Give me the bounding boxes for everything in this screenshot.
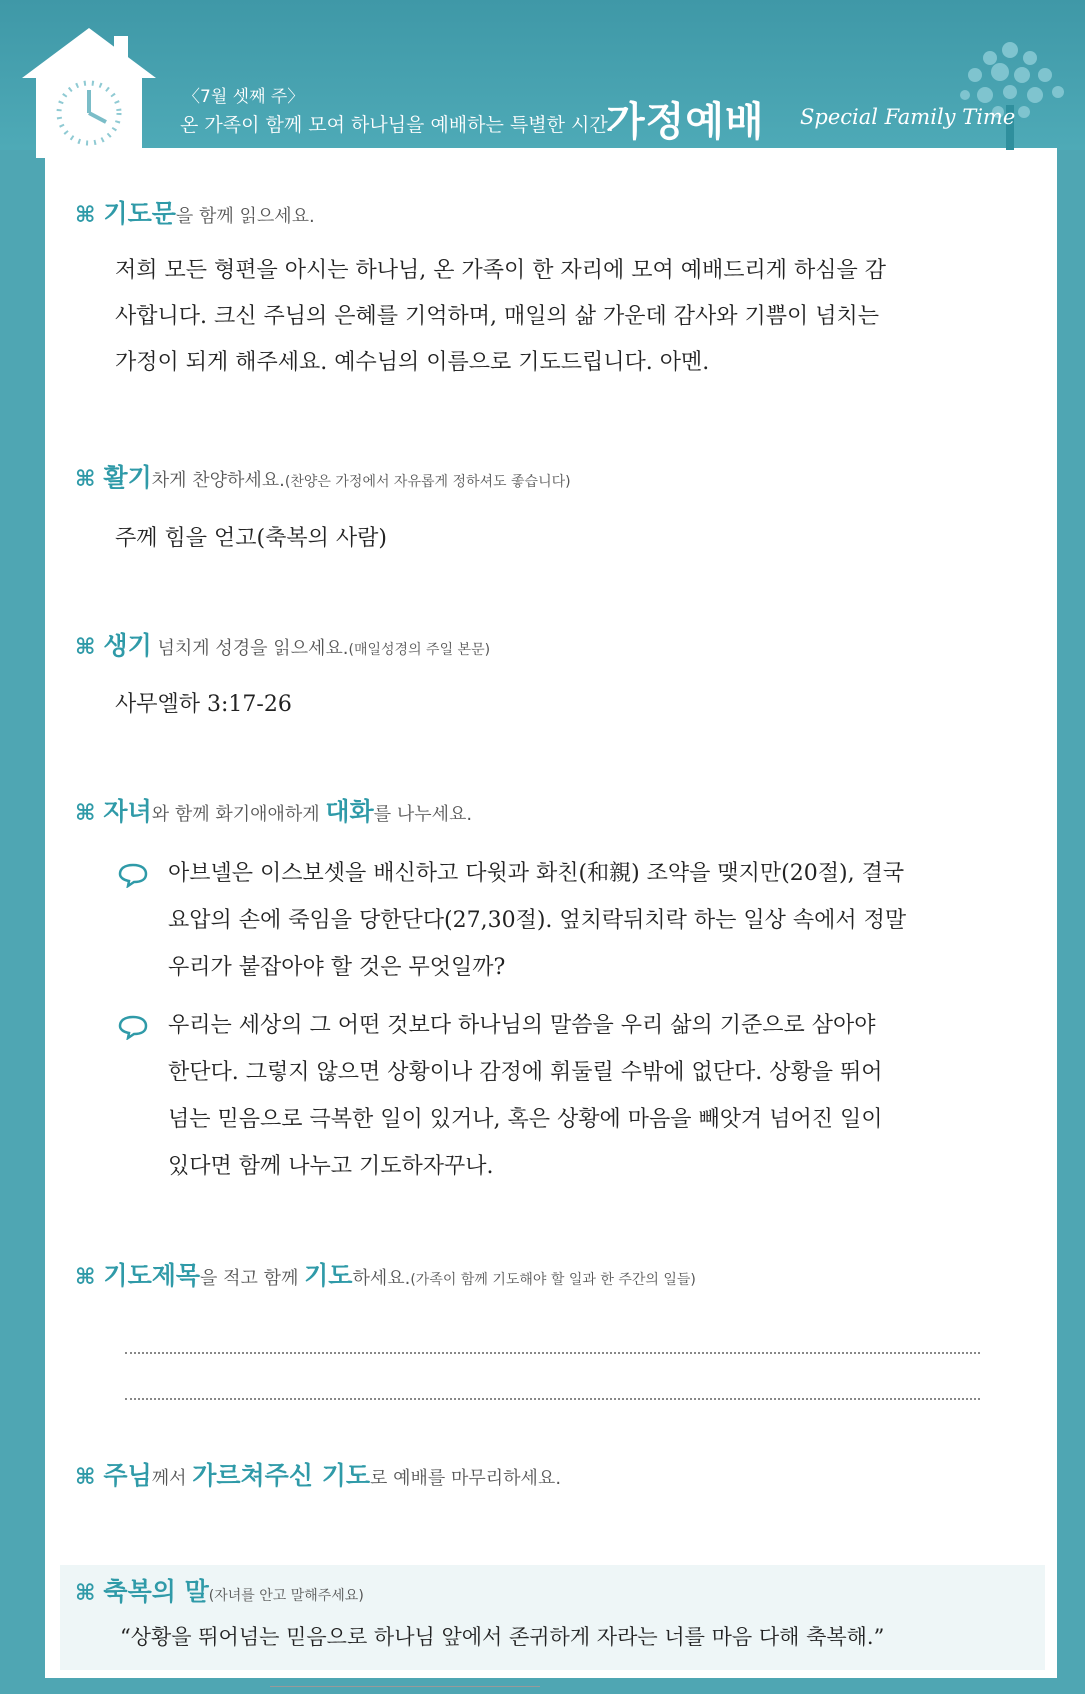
requests-heading: ⌘ 기도제목을 적고 함께 기도하세요.(가족이 함께 기도해야 할 일과 한 주간의 일들) [75,1261,696,1290]
house-clock-icon [14,18,164,168]
blessing-heading: ⌘ 축복의 말(자녀를 안고 말해주세요) [75,1577,364,1606]
lords-prayer-heading: ⌘ 주님께서 가르쳐주신 기도로 예배를 마무리하세요. [75,1461,562,1490]
scripture-reference: 사무엘하 3:17-26 [115,692,292,717]
command-symbol-icon: ⌘ [75,203,96,228]
command-symbol-icon: ⌘ [75,635,96,660]
praise-heading: ⌘ 활기차게 찬양하세요.(찬양은 가정에서 자유롭게 정하셔도 좋습니다) [75,463,571,492]
question-1: 아브넬은 이스보셋을 배신하고 다윗과 화친(和親) 조약을 맺지만(20절), 결국 요압의 손에 죽임을 당한단다(27,30절). 엎치락뒤치락 하는 일상 속에서 정말 우리가 붙잡아야 할 것은 무엇일까? [168,861,907,980]
subtitle: 온 가족이 함께 모여 하나님을 예배하는 특별한 시간. [180,114,614,136]
praise-song: 주께 힘을 얻고(축복의 사람) [115,526,387,551]
divider [270,1686,540,1687]
command-symbol-icon: ⌘ [75,467,96,492]
page-title: 가정예배 [606,99,765,145]
command-symbol-icon: ⌘ [75,1581,96,1606]
tree-icon [940,20,1080,160]
write-line[interactable] [125,1352,980,1354]
prayer-text: 저희 모든 형편을 아시는 하나님, 온 가족이 한 자리에 모여 예배드리게 하심을 감 사합니다. 크신 주님의 은혜를 기억하며, 매일의 삶 가운데 감사와 기쁨이 넘치는 가정이 되게 해주세요. 예수님의 이름으로 기도드립니다. 아멘. [115,258,886,375]
speech-bubble-icon [118,1014,148,1040]
question-2: 우리는 세상의 그 어떤 것보다 하나님의 말씀을 우리 삶의 기준으로 삼아야 한단다. 그렇지 않으면 상황이나 감정에 휘둘릴 수밖에 없단다. 상황을 뛰어 넘는 믿음으로 극복한 일이 있거나, 혹은 상황에 마음을 빼앗겨 넘어진 일이 있다면 함께 나누고 기도하자꾸나. [168,1013,883,1179]
prayer-heading: ⌘ 기도문을 함께 읽으세요. [75,199,315,228]
scripture-heading: ⌘ 생기 넘치게 성경을 읽으세요.(매일성경의 주일 본문) [75,631,491,660]
write-line[interactable] [125,1398,980,1400]
command-symbol-icon: ⌘ [75,1465,96,1490]
speech-bubble-icon [118,862,148,888]
command-symbol-icon: ⌘ [75,801,96,826]
blessing-text: “상황을 뛰어넘는 믿음으로 하나님 앞에서 존귀하게 자라는 너를 마음 다해 축복해.” [120,1625,885,1649]
week-label: 〈7월 셋째 주〉 [183,87,305,107]
talk-heading: ⌘ 자녀와 함께 화기애애하게 대화를 나누세요. [75,797,473,826]
script-title: Special Family Time [800,105,1016,129]
command-symbol-icon: ⌘ [75,1265,96,1290]
